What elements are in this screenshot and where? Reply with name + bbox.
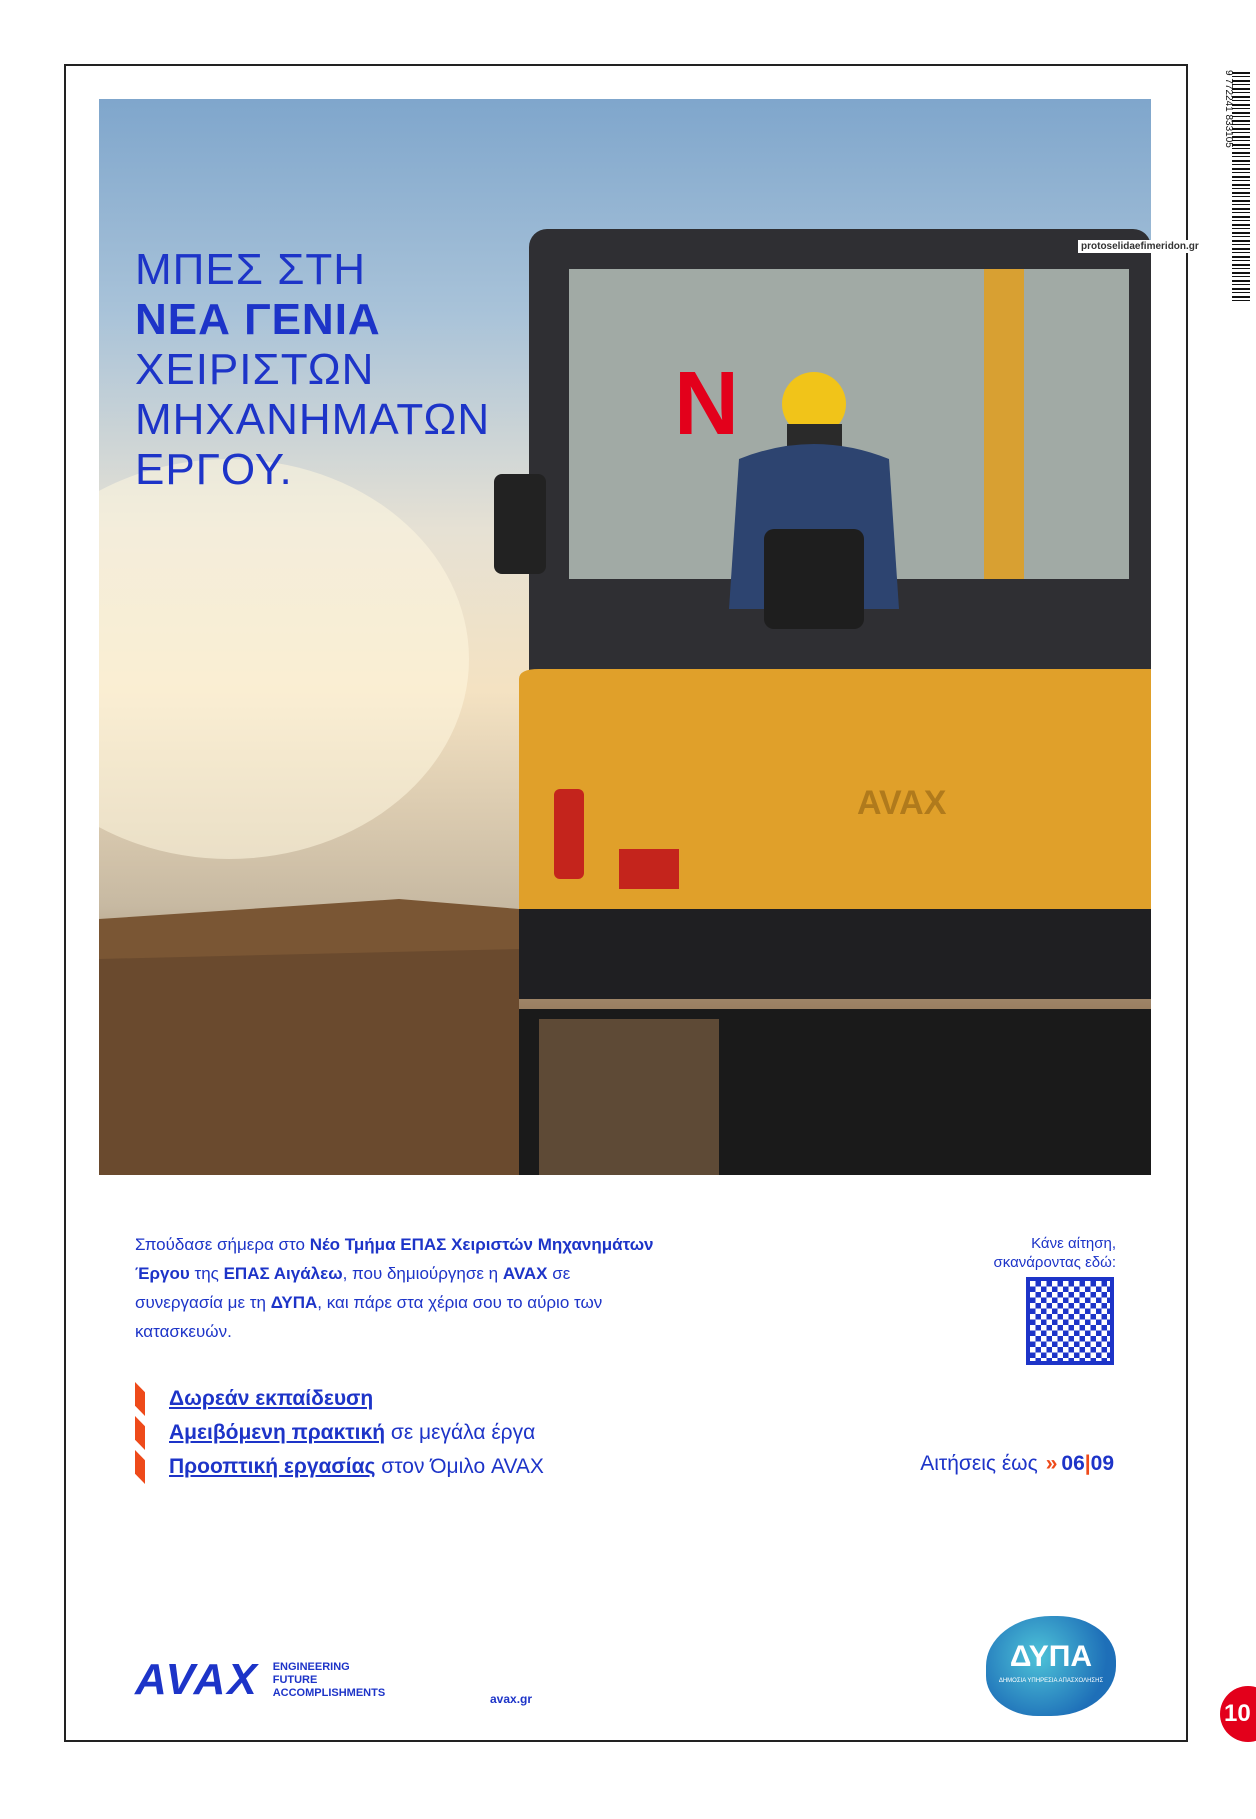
bullet-rest: σε μεγάλα έργα — [385, 1421, 536, 1444]
benefit-list — [135, 1382, 544, 1484]
dypa-logo-subtitle: ΔΗΜΟΣΙΑ ΥΠΗΡΕΣΙΑ ΑΠΑΣΧΟΛΗΣΗΣ — [998, 1678, 1104, 1684]
tagline-line-3: ACCOMPLISHMENTS — [272, 1686, 386, 1699]
dypa-logo-text: ΔΥΠΑ — [1009, 1640, 1093, 1673]
body-text-2: της — [189, 1264, 224, 1283]
deadline-separator: | — [1084, 1452, 1091, 1475]
bullet-bold: Αμειβόμενη πρακτική — [169, 1421, 386, 1444]
tagline-line-1: ENGINEERING — [272, 1660, 350, 1673]
tagline-line-2: FUTURE — [272, 1673, 318, 1686]
body-text-3: , που δημιούργησε η — [342, 1264, 503, 1283]
headline-line-3: ΧΕΙΡΙΣΤΩΝ — [135, 345, 375, 394]
bullet-rest: στον Όμιλο AVAX — [375, 1455, 544, 1478]
body-bold-3: AVAX — [502, 1264, 548, 1283]
qr-code-icon[interactable] — [1026, 1277, 1114, 1365]
qr-label-line-1: Κάνε αίτηση, — [1031, 1235, 1116, 1252]
qr-label-line-2: σκανάροντας εδώ: — [993, 1254, 1116, 1271]
avax-logo — [135, 1655, 385, 1705]
qr-label — [994, 1234, 1117, 1272]
list-item — [135, 1416, 544, 1450]
headline-line-4: ΜΗΧΑΝΗΜΑΤΩΝ — [135, 395, 491, 444]
avax-logo-text: AVAX — [135, 1655, 259, 1704]
dypa-logo — [986, 1616, 1116, 1716]
bullet-marker-icon — [135, 1416, 145, 1450]
barcode-number: 9 772241 833105 — [1223, 70, 1234, 148]
deadline-day: 06 — [1061, 1452, 1085, 1475]
headline — [135, 245, 490, 495]
bullet-bold: Δωρεάν εκπαίδευση — [169, 1387, 374, 1410]
body-bold-2: ΕΠΑΣ Αιγάλεω — [223, 1264, 343, 1283]
watermark: protoselidaefimeridon.gr — [1078, 240, 1202, 253]
body-bold-1: Νέο Τμήμα ΕΠΑΣ Χειριστών Μηχανημάτων Έργου — [135, 1235, 654, 1283]
bullet-marker-icon — [135, 1450, 145, 1484]
headline-line-2: ΝΕΑ ΓΕΝΙΑ — [135, 295, 381, 344]
body-text-4: σε συνεργασία με τη — [135, 1264, 571, 1312]
website-link[interactable]: avax.gr — [490, 1692, 533, 1706]
double-arrow-icon: » — [1045, 1452, 1054, 1475]
page-number-badge: 10 — [1220, 1686, 1256, 1742]
application-deadline — [920, 1452, 1114, 1476]
bullet-marker-icon — [135, 1382, 145, 1416]
body-text-5: , και πάρε στα χέρια σου το αύριο των κατασκευών. — [135, 1293, 603, 1341]
body-paragraph — [135, 1230, 655, 1346]
barcode-icon — [1232, 72, 1250, 302]
body-text-1: Σπούδασε σήμερα στο — [135, 1235, 310, 1254]
deadline-month: 09 — [1090, 1452, 1114, 1475]
cab-letter-text: N — [674, 354, 739, 454]
machine-brand-text: AVAX — [857, 784, 947, 822]
list-item — [135, 1382, 544, 1416]
avax-tagline — [273, 1661, 385, 1700]
bullet-bold: Προοπτική εργασίας — [169, 1455, 376, 1478]
headline-line-1: ΜΠΕΣ ΣΤΗ — [135, 245, 367, 294]
headline-line-5: ΕΡΓΟΥ. — [135, 445, 293, 494]
body-bold-4: ΔΥΠΑ — [270, 1293, 318, 1312]
deadline-label: Αιτήσεις έως — [920, 1452, 1038, 1475]
list-item — [135, 1450, 544, 1484]
